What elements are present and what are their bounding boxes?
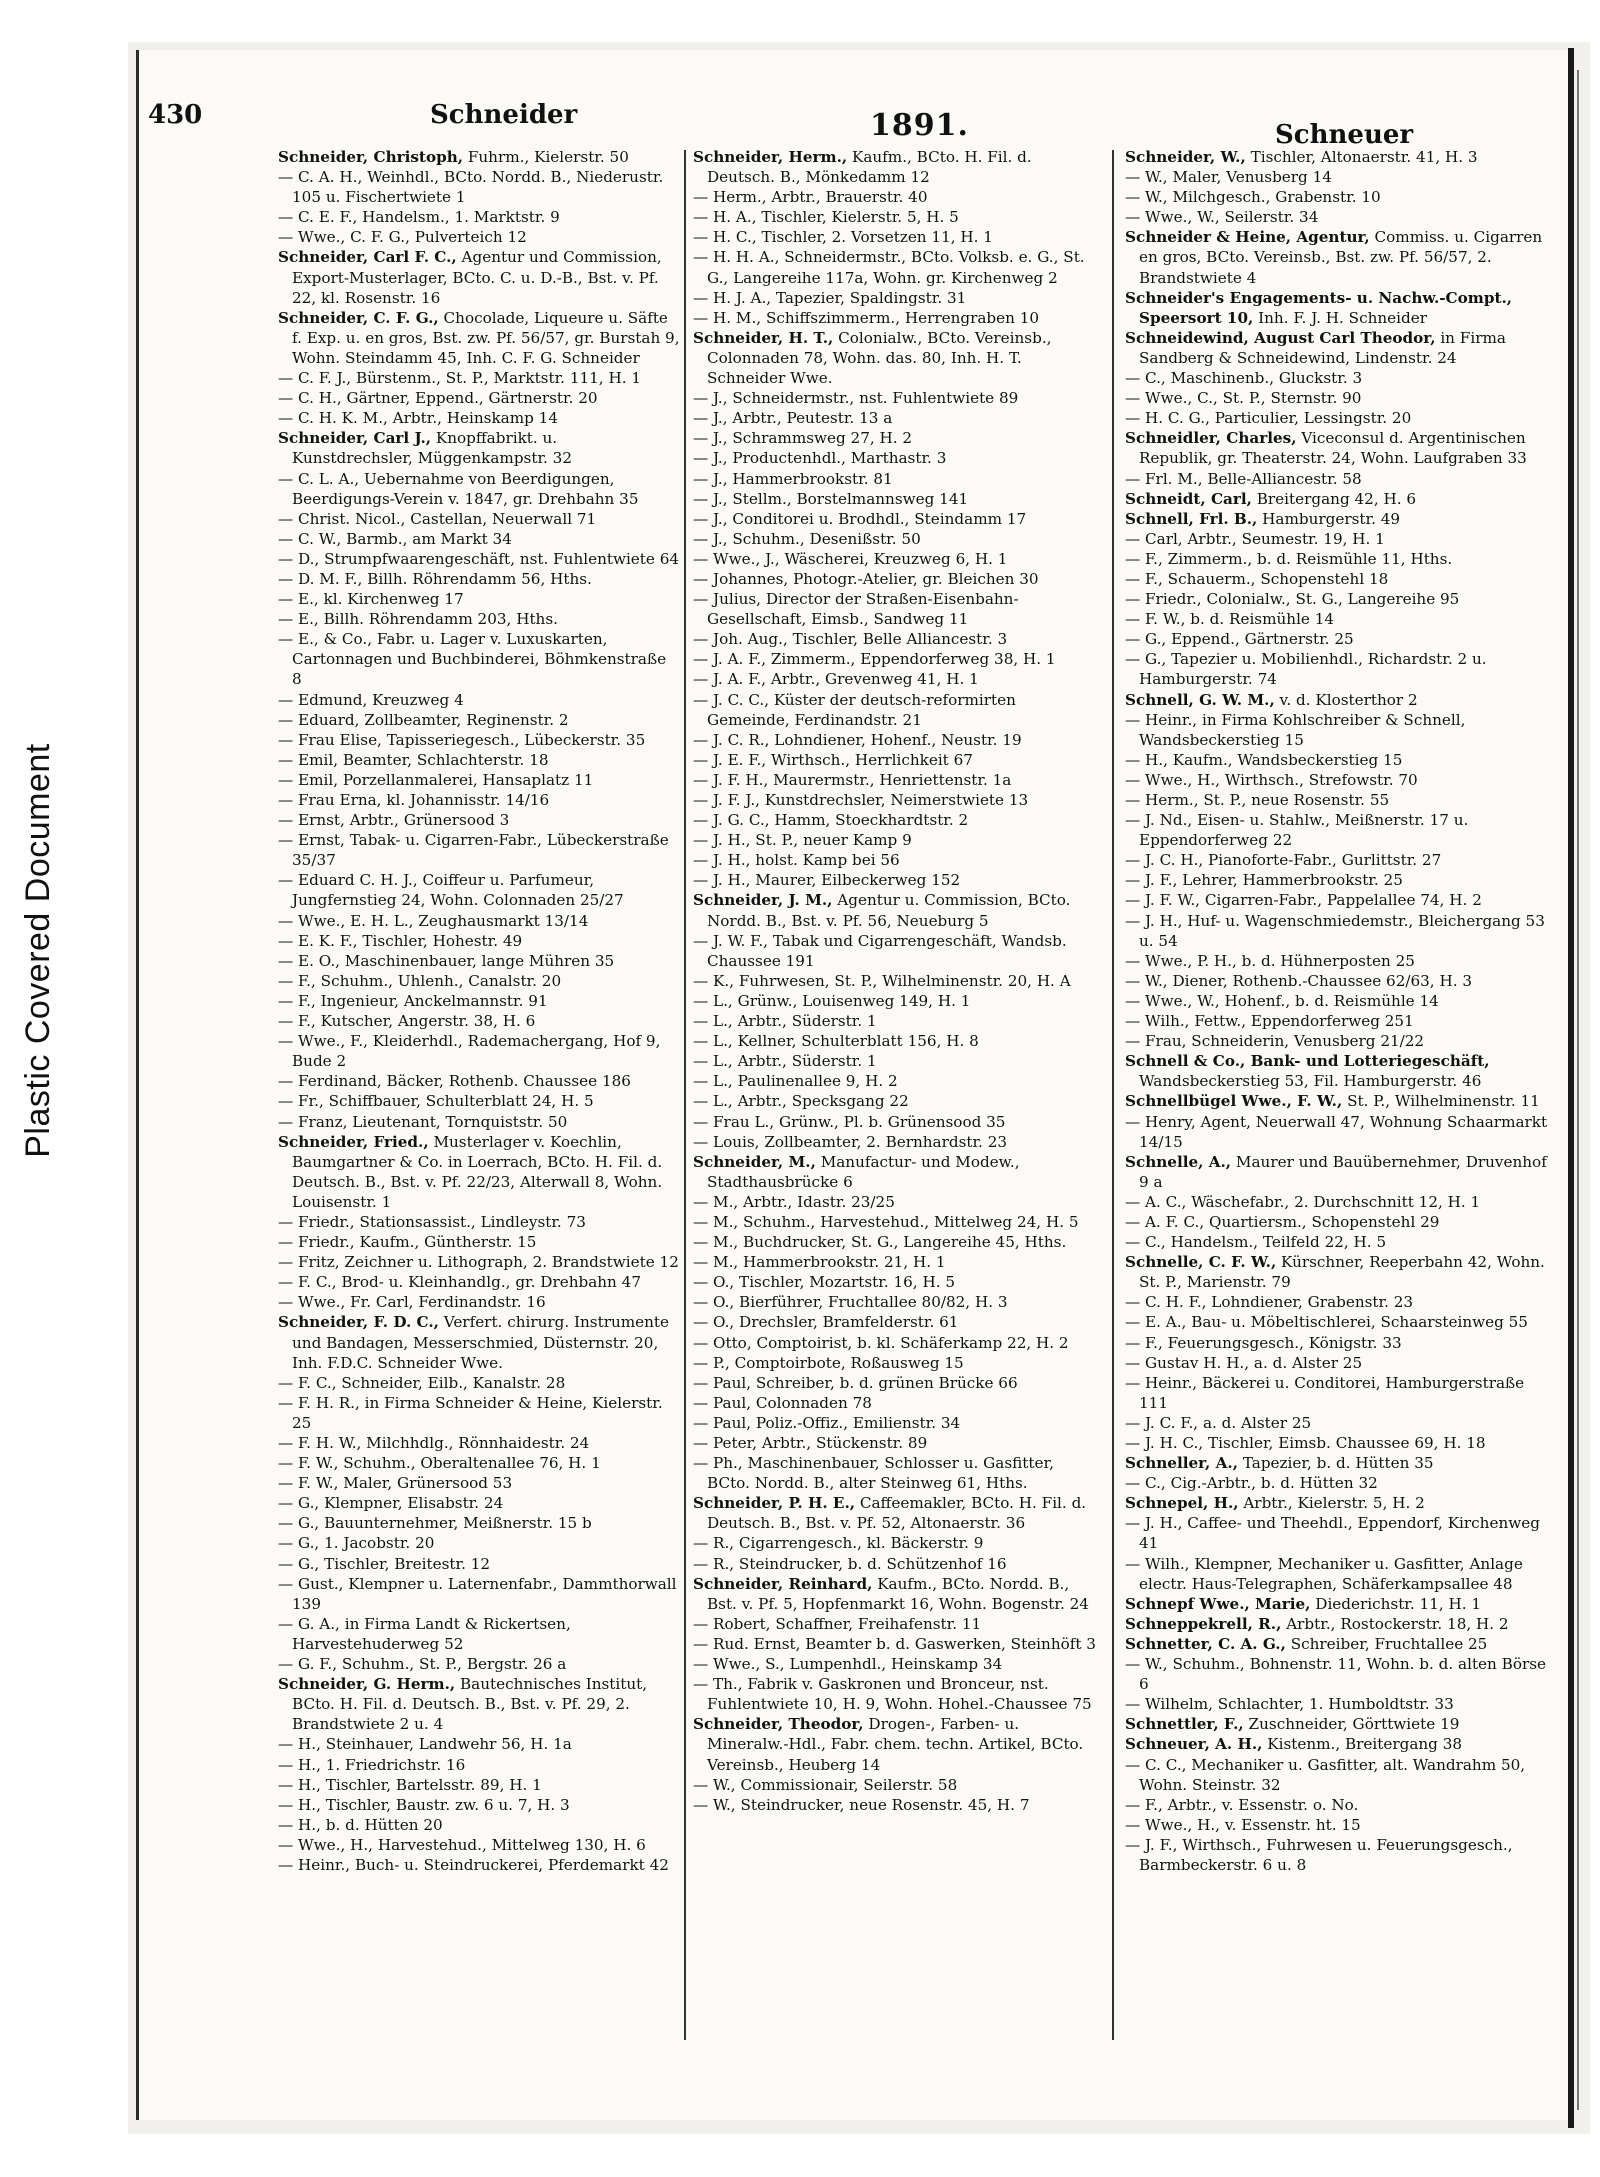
directory-entry: — E., Billh. Röhrendamm 203, Hths. (278, 610, 558, 629)
directory-entry: — J. C. H., Pianoforte-Fabr., Gurlittstr. 27 (1125, 851, 1442, 870)
entry-heading: Schneider, Reinhard, (693, 1574, 873, 1593)
directory-entry: — J., Arbtr., Peutestr. 13 a (693, 409, 893, 428)
directory-entry: — F., Kutscher, Angerstr. 38, H. 6 (278, 1012, 536, 1031)
directory-entry: — H. C. G., Particulier, Lessingstr. 20 (1125, 409, 1412, 428)
directory-entry: — J. F. H., Maurermstr., Henriettenstr. 1a (693, 770, 1012, 789)
directory-entry: — Wwe., W., Seilerstr. 34 (1125, 208, 1319, 227)
entry-heading: Schneider, G. Herm., (278, 1675, 456, 1694)
directory-entry: — M., Buchdrucker, St. G., Langereihe 45, Hths. (693, 1233, 1067, 1252)
directory-entry: — F., Feuerungsgesch., Königstr. 33 (1125, 1333, 1402, 1352)
directory-entry: — F. W., Maler, Grünersood 53 (278, 1474, 513, 1493)
directory-entry: — Wilhelm, Schlachter, 1. Humboldtstr. 33 (1125, 1695, 1454, 1714)
entry-heading: Schnelle, C. F. W., (1125, 1253, 1277, 1272)
directory-entry: — G. A., in Firma Landt & Rickertsen, Harvestehuderweg 52 (278, 1614, 571, 1653)
directory-entry: — J., Hammerbrookstr. 81 (693, 469, 893, 488)
directory-entry: — G. F., Schuhm., St. P., Bergstr. 26 a (278, 1655, 567, 1674)
directory-entry: — Heinr., Buch- u. Steindruckerei, Pferdemarkt 42 (278, 1855, 669, 1874)
directory-entry: — C. F. J., Bürstenm., St. P., Marktstr. 111, H. 1 (278, 369, 642, 388)
directory-entry: — J., Schuhm., Desenißstr. 50 (693, 529, 921, 548)
directory-entry: — H., Tischler, Baustr. zw. 6 u. 7, H. 3 (278, 1795, 570, 1814)
directory-entry: — C. A. H., Weinhdl., BCto. Nordd. B., Niederustr. 105 u. Fischertwiete 1 (278, 168, 664, 207)
directory-entry: — Paul, Poliz.-Offiz., Emilienstr. 34 (693, 1413, 961, 1432)
directory-entry: — W., Steindrucker, neue Rosenstr. 45, H. 7 (693, 1795, 1030, 1814)
directory-entry: Schneider, Fried., Musterlager v. Koechlin, Baumgartner & Co. in Loerrach, BCto. H. Fil. d. Deutsch. B., Bst. v. Pf. 22/23, Alterwall 8, Wohn. Louisenstr. 1 (278, 1132, 663, 1211)
directory-entry: — Wwe., H., Wirthsch., Strefowstr. 70 (1125, 770, 1418, 789)
directory-entry: — G., Eppend., Gärtnerstr. 25 (1125, 630, 1354, 649)
directory-entry: — Wilh., Fettw., Eppendorferweg 251 (1125, 1012, 1414, 1031)
directory-entry: — Wwe., H., v. Essenstr. ht. 15 (1125, 1815, 1361, 1834)
directory-entry: — L., Kellner, Schulterblatt 156, H. 8 (693, 1032, 979, 1051)
directory-entry: — Emil, Beamter, Schlachterstr. 18 (278, 750, 549, 769)
directory-entry: Schnellbügel Wwe., F. W., St. P., Wilhelminenstr. 11 (1125, 1092, 1540, 1111)
directory-entry: — J. A. F., Arbtr., Grevenweg 41, H. 1 (693, 670, 979, 689)
entry-heading: Schneider's Engagements- u. Nachw.-Compt., Speersort 10, (1125, 288, 1513, 327)
column-divider (1112, 150, 1114, 2040)
directory-entry: — L., Arbtr., Süderstr. 1 (693, 1012, 877, 1031)
entry-heading: Schnepf Wwe., Marie, (1125, 1594, 1311, 1613)
directory-entry: — C. W., Barmb., am Markt 34 (278, 529, 512, 548)
entry-heading: Schnell, Frl. B., (1125, 509, 1258, 528)
directory-entry: — O., Drechsler, Bramfelderstr. 61 (693, 1313, 959, 1332)
directory-entry: — J. W. F., Tabak und Cigarrengeschäft, Wandsb. Chaussee 191 (693, 931, 1067, 970)
side-label-container (8, 650, 68, 1250)
directory-entry: — Louis, Zollbeamter, 2. Bernhardstr. 23 (693, 1132, 1008, 1151)
directory-entry: — Fr., Schiffbauer, Schulterblatt 24, H. 5 (278, 1092, 594, 1111)
entry-heading: Schnettler, F., (1125, 1715, 1244, 1734)
entry-heading: Schneider & Heine, Agentur, (1125, 228, 1370, 247)
directory-entry: Schneider, P. H. E., Caffeemakler, BCto. H. Fil. d. Deutsch. B., Bst. v. Pf. 52, Altonaerstr. 36 (693, 1494, 1087, 1533)
directory-entry: — Frl. M., Belle-Alliancestr. 58 (1125, 469, 1362, 488)
directory-entry: — F. H. W., Milchhdlg., Rönnhaidestr. 24 (278, 1434, 590, 1452)
directory-entry: — Ernst, Arbtr., Grünersood 3 (278, 811, 510, 830)
directory-entry: — Emil, Porzellanmalerei, Hansaplatz 11 (278, 770, 594, 789)
directory-entry: — Friedr., Stationsassist., Lindleystr. 73 (278, 1212, 586, 1231)
directory-entry: — Frau L., Grünw., Pl. b. Grünensood 35 (693, 1112, 1006, 1131)
entry-heading: Schneuer, A. H., (1125, 1735, 1263, 1754)
directory-entry: — Joh. Aug., Tischler, Belle Alliancestr. 3 (693, 630, 1008, 649)
directory-entry: — Frau, Schneiderin, Venusberg 21/22 (1125, 1032, 1425, 1051)
directory-entry: Schneider, W., Tischler, Altonaerstr. 41, H. 3 (1125, 148, 1478, 166)
directory-entry: — F., Ingenieur, Anckelmannstr. 91 (278, 991, 548, 1010)
directory-entry: — J. C. C., Küster der deutsch-reformirten Gemeinde, Ferdinandstr. 21 (693, 690, 1016, 729)
header-right-title: Schneuer (1275, 120, 1414, 150)
directory-entry: — F. C., Schneider, Eilb., Kanalstr. 28 (278, 1373, 566, 1392)
directory-entry: — D., Strumpfwaarengeschäft, nst. Fuhlentwiete 64 (278, 549, 680, 568)
directory-entry: Schnettler, F., Zuschneider, Görttwiete 19 (1125, 1715, 1460, 1734)
directory-entry: — Friedr., Kaufm., Güntherstr. 15 (278, 1233, 537, 1252)
directory-entry: — F., Schuhm., Uhlenh., Canalstr. 20 (278, 971, 562, 990)
directory-entry: — M., Hammerbrookstr. 21, H. 1 (693, 1253, 946, 1272)
directory-entry: — O., Bierführer, Fruchtallee 80/82, H. 3 (693, 1293, 1008, 1312)
directory-entry: — J. H., Maurer, Eilbeckerweg 152 (693, 871, 961, 890)
directory-entry: — C. H. K. M., Arbtr., Heinskamp 14 (278, 409, 559, 428)
directory-column-3 (1125, 147, 1557, 2047)
directory-entry: — G., Bauunternehmer, Meißnerstr. 15 b (278, 1514, 592, 1533)
directory-entry: — E. A., Bau- u. Möbeltischlerei, Schaarsteinweg 55 (1125, 1313, 1528, 1332)
directory-entry: — J. C. F., a. d. Alster 25 (1125, 1413, 1312, 1432)
entry-heading: Schneidewind, August Carl Theodor, (1125, 328, 1436, 347)
directory-entry: — L., Grünw., Louisenweg 149, H. 1 (693, 991, 971, 1010)
directory-entry: — Ph., Maschinenbauer, Schlosser u. Gasfitter, BCto. Nordd. B., alter Steinweg 61, Hths. (693, 1454, 1054, 1493)
directory-entry: — P., Comptoirbote, Roßausweg 15 (693, 1353, 964, 1372)
directory-entry: — A. C., Wäschefabr., 2. Durchschnitt 12, H. 1 (1125, 1192, 1481, 1211)
directory-entry: — J., Conditorei u. Brodhdl., Steindamm 17 (693, 509, 1027, 528)
directory-entry: — Otto, Comptoirist, b. kl. Schäferkamp 22, H. 2 (693, 1333, 1069, 1352)
directory-entry: — Wwe., C. F. G., Pulverteich 12 (278, 228, 527, 247)
directory-entry: — Gust., Klempner u. Laternenfabr., Dammthorwall 139 (278, 1574, 677, 1613)
directory-entry: Schnelle, C. F. W., Kürschner, Reeperbahn 42, Wohn. St. P., Marienstr. 79 (1125, 1253, 1545, 1292)
directory-entry: Schneuer, A. H., Kistenm., Breitergang 38 (1125, 1735, 1463, 1754)
directory-entry: — F. W., b. d. Reismühle 14 (1125, 610, 1335, 629)
directory-entry: Schneider, Carl F. C., Agentur und Commission, Export-Musterlager, BCto. C. u. D.-B., Bst. v. Pf. 22, kl. Rosenstr. 16 (278, 248, 662, 307)
directory-entry: — Carl, Arbtr., Seumestr. 19, H. 1 (1125, 529, 1385, 548)
directory-entry: — F. C., Brod- u. Kleinhandlg., gr. Drehbahn 47 (278, 1273, 641, 1292)
entry-heading: Schnetter, C. A. G., (1125, 1634, 1286, 1653)
directory-entry: — Th., Fabrik v. Gaskronen und Bronceur, nst. Fuhlentwiete 10, H. 9, Wohn. Hohel.-Chaussee 75 (693, 1675, 1092, 1714)
directory-entry: Schneppekrell, R., Arbtr., Rostockerstr. 18, H. 2 (1125, 1614, 1509, 1633)
directory-entry: — Henry, Agent, Neuerwall 47, Wohnung Schaarmarkt 14/15 (1125, 1112, 1548, 1151)
directory-entry: — Robert, Schaffner, Freihafenstr. 11 (693, 1614, 982, 1633)
directory-entry: Schneider & Heine, Agentur, Commiss. u. Cigarren en gros, BCto. Vereinsb., Bst. zw. Pf. 56/57, 2. Brandstwiete 4 (1125, 228, 1543, 287)
directory-entry: Schneider, Theodor, Drogen-, Farben- u. Mineralw.-Hdl., Fabr. chem. techn. Artikel, BCto. Vereinsb., Heuberg 14 (693, 1715, 1084, 1774)
directory-entry: — H., 1. Friedrichstr. 16 (278, 1755, 466, 1774)
directory-entry: — G., 1. Jacobstr. 20 (278, 1534, 435, 1553)
entry-heading: Schneppekrell, R., (1125, 1614, 1282, 1633)
directory-entry: — Peter, Arbtr., Stückenstr. 89 (693, 1434, 928, 1452)
directory-entry: — H., Steinhauer, Landwehr 56, H. 1a (278, 1735, 572, 1754)
directory-entry: — Ernst, Tabak- u. Cigarren-Fabr., Lübeckerstraße 35/37 (278, 831, 669, 870)
directory-entry: — E., & Co., Fabr. u. Lager v. Luxuskarten, Cartonnagen und Buchbinderei, Böhmkenstraße 8 (278, 630, 667, 689)
directory-entry: — J. H. C., Tischler, Eimsb. Chaussee 69, H. 18 (1125, 1434, 1486, 1452)
directory-entry: — Paul, Schreiber, b. d. grünen Brücke 66 (693, 1373, 1018, 1392)
directory-entry: — E. O., Maschinenbauer, lange Mühren 35 (278, 951, 615, 970)
directory-entry: — H., Kaufm., Wandsbeckerstieg 15 (1125, 750, 1403, 769)
directory-entry: Schneider, Herm., Kaufm., BCto. H. Fil. d. Deutsch. B., Mönkedamm 12 (693, 148, 1032, 187)
directory-entry: — Wwe., F., Kleiderhdl., Rademachergang, Hof 9, Bude 2 (278, 1032, 661, 1071)
directory-column-1 (278, 147, 680, 2047)
directory-entry: — Wwe., H., Harvestehud., Mittelweg 130, H. 6 (278, 1835, 646, 1854)
directory-entry: Schnepf Wwe., Marie, Diederichstr. 11, H. 1 (1125, 1594, 1482, 1613)
directory-entry: — Eduard, Zollbeamter, Reginenstr. 2 (278, 710, 569, 729)
directory-entry: — Paul, Colonnaden 78 (693, 1393, 872, 1412)
directory-entry: — K., Fuhrwesen, St. P., Wilhelminenstr. 20, H. A (693, 971, 1071, 990)
directory-entry: — H. H. A., Schneidermstr., BCto. Volksb. e. G., St. G., Langereihe 117a, Wohn. gr. Kirchenweg 2 (693, 248, 1085, 287)
directory-entry: Schneider, Reinhard, Kaufm., BCto. Nordd. B., Bst. v. Pf. 5, Hopfenmarkt 16, Wohn. Bogenstr. 24 (693, 1574, 1089, 1613)
directory-column-2 (693, 147, 1101, 2047)
entry-heading: Schnell, G. W. M., (1125, 690, 1275, 709)
directory-entry: Schneider, M., Manufactur- und Modew., Stadthausbrücke 6 (693, 1152, 1020, 1191)
directory-entry: — J. Nd., Eisen- u. Stahlw., Meißnerstr. 17 u. Eppendorferweg 22 (1125, 811, 1469, 850)
directory-entry: — W., Commissionair, Seilerstr. 58 (693, 1775, 958, 1794)
directory-entry: — H. J. A., Tapezier, Spaldingstr. 31 (693, 288, 967, 307)
directory-entry: Schnell, Frl. B., Hamburgerstr. 49 (1125, 509, 1401, 528)
directory-entry: Schneider, G. Herm., Bautechnisches Institut, BCto. H. Fil. d. Deutsch. B., Bst. v. Pf. 29, 2. Brandstwiete 2 u. 4 (278, 1675, 648, 1734)
directory-entry: — M., Schuhm., Harvestehud., Mittelweg 24, H. 5 (693, 1212, 1079, 1231)
directory-entry: Schnetter, C. A. G., Schreiber, Fruchtallee 25 (1125, 1634, 1488, 1653)
directory-entry: — H. C., Tischler, 2. Vorsetzen 11, H. 1 (693, 228, 993, 247)
directory-entry: — F. H. R., in Firma Schneider & Heine, Kielerstr. 25 (278, 1393, 663, 1432)
directory-entry: — Johannes, Photogr.-Atelier, gr. Bleichen 30 (693, 569, 1039, 588)
directory-entry: — Gustav H. H., a. d. Alster 25 (1125, 1353, 1363, 1372)
directory-entry: — H., b. d. Hütten 20 (278, 1815, 443, 1834)
header-year: 1891. (870, 108, 969, 143)
directory-entry: — Wwe., W., Hohenf., b. d. Reismühle 14 (1125, 991, 1439, 1010)
directory-entry: — H. A., Tischler, Kielerstr. 5, H. 5 (693, 208, 959, 227)
directory-entry: — G., Klempner, Elisabstr. 24 (278, 1494, 504, 1513)
directory-entry: — Heinr., in Firma Kohlschreiber & Schnell, Wandsbeckerstieg 15 (1125, 710, 1466, 749)
page-right-edge-shadow (1577, 70, 1579, 2110)
directory-entry: Schneider, J. M., Agentur u. Commission, BCto. Nordd. B., Bst. v. Pf. 56, Neueburg 5 (693, 891, 1071, 930)
directory-entry: — C. C., Mechaniker u. Gasfitter, alt. Wandrahm 50, Wohn. Steinstr. 32 (1125, 1755, 1526, 1794)
directory-entry: — C. H. F., Lohndiener, Grabenstr. 23 (1125, 1293, 1414, 1312)
entry-heading: Schneider, F. D. C., (278, 1313, 439, 1332)
directory-entry: Schneller, A., Tapezier, b. d. Hütten 35 (1125, 1454, 1434, 1473)
directory-entry: Schnell, G. W. M., v. d. Klosterthor 2 (1125, 690, 1418, 709)
directory-entry: — J. F., Wirthsch., Fuhrwesen u. Feuerungsgesch., Barmbeckerstr. 6 u. 8 (1125, 1835, 1513, 1874)
directory-entry: — W., Schuhm., Bohnenstr. 11, Wohn. b. d. alten Börse 6 (1125, 1655, 1547, 1694)
directory-entry: — Rud. Ernst, Beamter b. d. Gaswerken, Steinhöft 3 (693, 1634, 1096, 1653)
directory-entry: — J. F., Lehrer, Hammerbrookstr. 25 (1125, 871, 1403, 890)
directory-entry: — F. W., Schuhm., Oberaltenallee 76, H. 1 (278, 1454, 601, 1473)
entry-heading: Schneider, Christoph, (278, 148, 464, 166)
directory-entry: — Heinr., Bäckerei u. Conditorei, Hamburgerstraße 111 (1125, 1373, 1525, 1412)
page-right-edge (1568, 48, 1574, 2128)
entry-heading: Schneider, Fried., (278, 1132, 429, 1151)
directory-entry: — Frau Erna, kl. Johannisstr. 14/16 (278, 791, 550, 809)
directory-entry: — W., Maler, Venusberg 14 (1125, 168, 1332, 187)
directory-entry: — Ferdinand, Bäcker, Rothenb. Chaussee 186 (278, 1072, 631, 1091)
entry-heading: Schnell & Co., Bank- und Lotteriegeschäft, (1125, 1052, 1490, 1071)
entry-heading: Schneider, Carl F. C., (278, 248, 457, 267)
directory-entry: — J., Schrammsweg 27, H. 2 (693, 429, 913, 448)
directory-entry: — Wwe., E. H. L., Zeughausmarkt 13/14 (278, 911, 589, 930)
entry-heading: Schneidler, Charles, (1125, 429, 1297, 448)
entry-heading: Schneider, P. H. E., (693, 1494, 856, 1513)
entry-heading: Schneider, C. F. G., (278, 308, 439, 327)
directory-entry: — Wwe., J., Wäscherei, Kreuzweg 6, H. 1 (693, 549, 1008, 568)
directory-entry: — Wwe., C., St. P., Sternstr. 90 (1125, 389, 1362, 408)
directory-entry: — J. H., Huf- u. Wagenschmiedemstr., Bleichergang 53 u. 54 (1125, 911, 1545, 950)
directory-entry: — W., Milchgesch., Grabenstr. 10 (1125, 188, 1381, 207)
directory-entry: Schnepel, H., Arbtr., Kielerstr. 5, H. 2 (1125, 1494, 1425, 1513)
directory-entry: — Edmund, Kreuzweg 4 (278, 690, 464, 709)
directory-entry: Schnelle, A., Maurer und Bauübernehmer, Druvenhof 9 a (1125, 1152, 1547, 1191)
directory-entry: Schneider, Carl J., Knopffabrikt. u. Kunstdrechsler, Müggenkampstr. 32 (278, 429, 573, 468)
directory-entry: — Wwe., P. H., b. d. Hühnerposten 25 (1125, 951, 1415, 970)
entry-heading: Schneller, A., (1125, 1454, 1238, 1473)
column-divider (684, 150, 686, 2040)
directory-entry: — C., Maschinenb., Gluckstr. 3 (1125, 369, 1363, 388)
directory-entry: — R., Cigarrengesch., kl. Bäckerstr. 9 (693, 1534, 984, 1553)
directory-entry: — J. H., Caffee- und Theehdl., Eppendorf, Kirchenweg 41 (1125, 1514, 1540, 1553)
header-left-title: Schneider (430, 100, 578, 130)
directory-entry: — G., Tapezier u. Mobilienhdl., Richardstr. 2 u. Hamburgerstr. 74 (1125, 650, 1487, 689)
directory-entry: — Christ. Nicol., Castellan, Neuerwall 71 (278, 509, 597, 528)
directory-entry: — L., Arbtr., Specksgang 22 (693, 1092, 909, 1111)
side-label: Plastic Covered Document (18, 742, 57, 1158)
entry-heading: Schnepel, H., (1125, 1494, 1239, 1513)
directory-entry: — J. A. F., Zimmerm., Eppendorferweg 38, H. 1 (693, 650, 1056, 669)
directory-entry: Schneider, F. D. C., Verfert. chirurg. Instrumente und Bandagen, Messerschmied, Düsternstr. 20, Inh. F.D.C. Schneider Wwe. (278, 1313, 670, 1372)
directory-entry: — Herm., St. P., neue Rosenstr. 55 (1125, 791, 1390, 809)
directory-entry: — M., Arbtr., Idastr. 23/25 (693, 1192, 895, 1211)
directory-entry: — E., kl. Kirchenweg 17 (278, 590, 464, 609)
directory-entry: — J., Stellm., Borstelmannsweg 141 (693, 489, 969, 508)
directory-entry: — J. F. J., Kunstdrechsler, Neimerstwiete 13 (693, 791, 1029, 809)
entry-heading: Schneider, Theodor, (693, 1715, 864, 1734)
directory-entry: Schneidler, Charles, Viceconsul d. Argentinischen Republik, gr. Theaterstr. 24, Wohn. Laufgraben 33 (1125, 429, 1527, 468)
page-number: 430 (148, 100, 203, 130)
directory-entry: — R., Steindrucker, b. d. Schützenhof 16 (693, 1554, 1007, 1573)
entry-heading: Schneider, Carl J., (278, 429, 432, 448)
directory-entry: — J., Schneidermstr., nst. Fuhlentwiete 89 (693, 389, 1019, 408)
directory-entry: — A. F. C., Quartiersm., Schopenstehl 29 (1125, 1212, 1440, 1231)
directory-entry: — J. G. C., Hamm, Stoeckhardtstr. 2 (693, 811, 969, 830)
directory-entry: Schneider, C. F. G., Chocolade, Liqueure u. Säfte f. Exp. u. en gros, Bst. zw. Pf. 56/57, gr. Burstah 9, Wohn. Steindamm 45, Inh. C. F. G. Schneider (278, 308, 680, 367)
directory-entry: — Eduard C. H. J., Coiffeur u. Parfumeur, Jungfernstieg 24, Wohn. Colonnaden 25/27 (278, 871, 624, 910)
entry-heading: Schneider, M., (693, 1152, 816, 1171)
directory-entry: — C. E. F., Handelsm., 1. Marktstr. 9 (278, 208, 560, 227)
directory-entry: Schneider, Christoph, Fuhrm., Kielerstr. 50 (278, 148, 629, 166)
directory-entry: — Franz, Lieutenant, Tornquiststr. 50 (278, 1112, 568, 1131)
directory-entry: — J. F. W., Cigarren-Fabr., Pappelallee 74, H. 2 (1125, 891, 1482, 910)
directory-entry: — L., Arbtr., Süderstr. 1 (693, 1052, 877, 1071)
directory-entry: — D. M. F., Billh. Röhrendamm 56, Hths. (278, 569, 592, 588)
directory-entry: — C. L. A., Uebernahme von Beerdigungen, Beerdigungs-Verein v. 1847, gr. Drehbahn 35 (278, 469, 639, 508)
directory-entry: Schneidt, Carl, Breitergang 42, H. 6 (1125, 489, 1417, 508)
directory-entry: — C. H., Gärtner, Eppend., Gärtnerstr. 20 (278, 389, 598, 408)
directory-entry: Schneider's Engagements- u. Nachw.-Compt., Speersort 10, Inh. F. J. H. Schneider (1125, 288, 1513, 327)
directory-entry: — J. E. F., Wirthsch., Herrlichkeit 67 (693, 750, 973, 769)
directory-entry: Schnell & Co., Bank- und Lotteriegeschäft, Wandsbeckerstieg 53, Fil. Hamburgerstr. 46 (1125, 1052, 1490, 1091)
directory-entry: — H. M., Schiffszimmerm., Herrengraben 10 (693, 308, 1040, 327)
directory-entry: — H., Tischler, Bartelsstr. 89, H. 1 (278, 1775, 542, 1794)
directory-entry: — Wwe., Fr. Carl, Ferdinandstr. 16 (278, 1293, 546, 1312)
entry-heading: Schneider, H. T., (693, 328, 834, 347)
directory-entry: — Frau Elise, Tapisseriegesch., Lübeckerstr. 35 (278, 730, 646, 749)
directory-entry: — O., Tischler, Mozartstr. 16, H. 5 (693, 1273, 956, 1292)
directory-entry: — Herm., Arbtr., Brauerstr. 40 (693, 188, 928, 207)
directory-entry: — G., Tischler, Breitestr. 12 (278, 1554, 491, 1573)
entry-heading: Schneider, W., (1125, 148, 1246, 166)
directory-entry: — J. C. R., Lohndiener, Hohenf., Neustr. 19 (693, 730, 1022, 749)
directory-entry: — C., Cig.-Arbtr., b. d. Hütten 32 (1125, 1474, 1378, 1493)
directory-entry: — F., Zimmerm., b. d. Reismühle 11, Hths. (1125, 549, 1453, 568)
directory-entry: — Julius, Director der Straßen-Eisenbahn-Gesellschaft, Eimsb., Sandweg 11 (693, 590, 1019, 629)
directory-entry: — J. H., holst. Kamp bei 56 (693, 851, 900, 870)
entry-heading: Schnelle, A., (1125, 1152, 1232, 1171)
directory-entry: — F., Arbtr., v. Essenstr. o. No. (1125, 1795, 1359, 1814)
directory-entry: Schneider, H. T., Colonialw., BCto. Vereinsb., Colonnaden 78, Wohn. das. 80, Inh. H. T. Schneider Wwe. (693, 328, 1052, 388)
directory-entry: — Wwe., S., Lumpenhdl., Heinskamp 34 (693, 1655, 1003, 1674)
directory-entry: — J. H., St. P., neuer Kamp 9 (693, 831, 912, 850)
directory-entry: Schneidewind, August Carl Theodor, in Firma Sandberg & Schneidewind, Lindenstr. 24 (1125, 328, 1506, 367)
directory-entry: — Friedr., Colonialw., St. G., Langereihe 95 (1125, 590, 1460, 609)
entry-heading: Schnellbügel Wwe., F. W., (1125, 1092, 1343, 1111)
directory-entry: — Fritz, Zeichner u. Lithograph, 2. Brandstwiete 12 (278, 1253, 679, 1272)
directory-entry: — L., Paulinenallee 9, H. 2 (693, 1072, 898, 1091)
directory-entry: — C., Handelsm., Teilfeld 22, H. 5 (1125, 1233, 1387, 1252)
directory-entry: — J., Productenhdl., Marthastr. 3 (693, 449, 947, 468)
directory-entry: — E. K. F., Tischler, Hohestr. 49 (278, 931, 523, 950)
entry-heading: Schneider, Herm., (693, 148, 848, 166)
entry-heading: Schneider, J. M., (693, 891, 833, 910)
directory-entry: — W., Diener, Rothenb.-Chaussee 62/63, H. 3 (1125, 971, 1473, 990)
directory-entry: — F., Schauerm., Schopenstehl 18 (1125, 569, 1389, 588)
entry-heading: Schneidt, Carl, (1125, 489, 1252, 508)
directory-entry: — Wilh., Klempner, Mechaniker u. Gasfitter, Anlage electr. Haus-Telegraphen, Schäferkampsallee 48 (1125, 1554, 1523, 1593)
